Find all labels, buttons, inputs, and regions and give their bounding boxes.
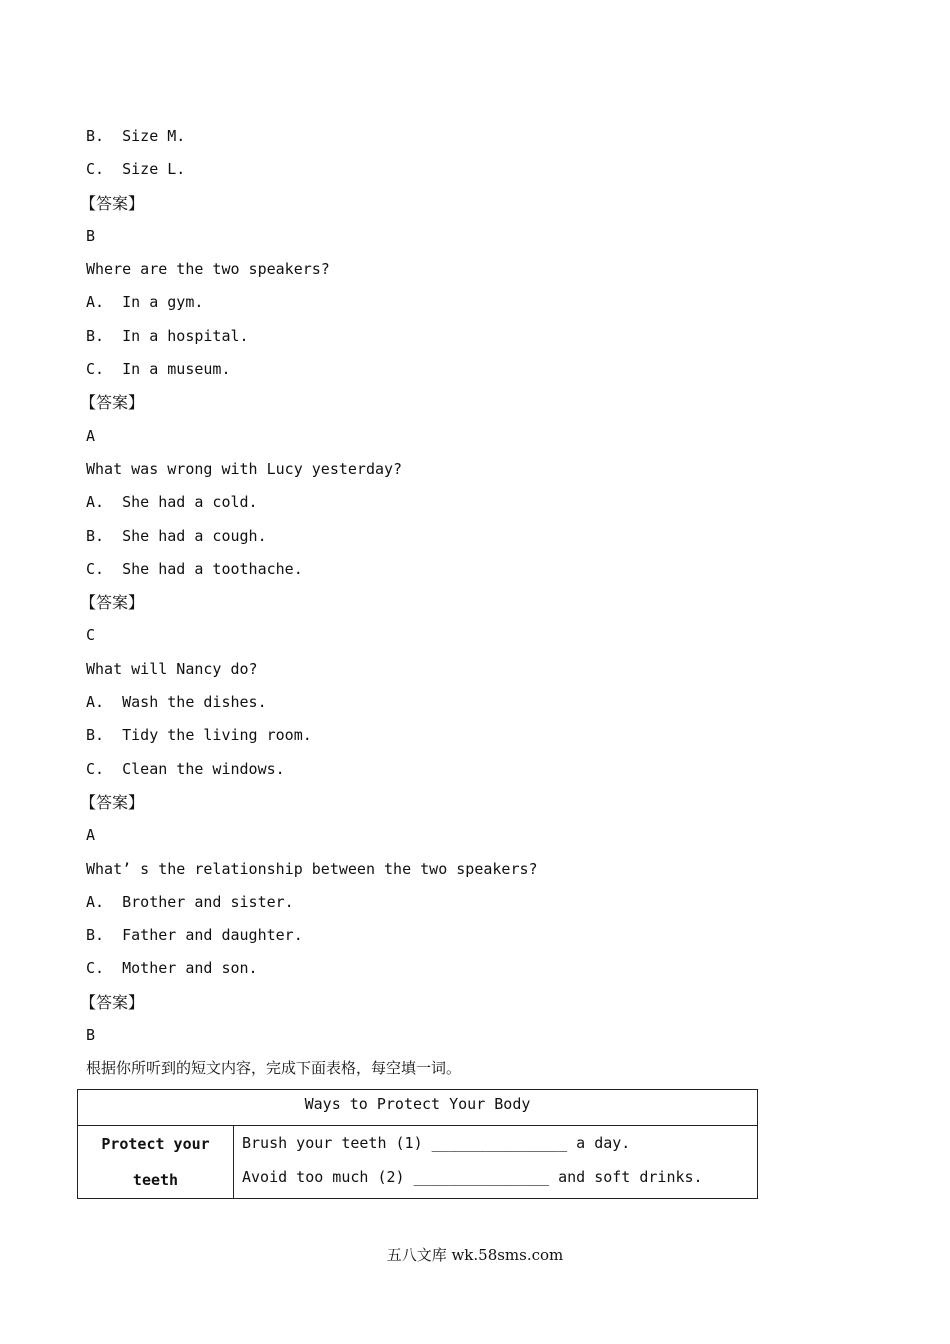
- question-text: What was wrong with Lucy yesterday?: [86, 459, 403, 478]
- answer-heading: 【答案】: [80, 992, 145, 1012]
- option-line: A. Brother and sister.: [86, 892, 294, 911]
- question-text: Where are the two speakers?: [86, 260, 330, 279]
- answer-heading: 【答案】: [80, 593, 145, 613]
- option-line: C. Clean the windows.: [86, 759, 285, 778]
- table-title: Ways to Protect Your Body: [78, 1090, 758, 1126]
- question-text: What will Nancy do?: [86, 659, 258, 678]
- answer-value: B: [86, 226, 96, 245]
- category-line: teeth: [132, 1171, 179, 1189]
- fill-blank-line-1: Brush your teeth (1) _______________ a day.: [242, 1134, 631, 1152]
- fill-blank-line-2: Avoid too much (2) _______________ and soft drinks.: [242, 1168, 703, 1186]
- answer-heading: 【答案】: [80, 193, 145, 213]
- answer-value: A: [86, 826, 96, 845]
- answer-heading: 【答案】: [80, 393, 145, 413]
- footer-watermark: 五八文库 wk.58sms.com: [386, 1246, 564, 1264]
- option-line: A. In a gym.: [86, 293, 204, 312]
- protect-body-table: [77, 1089, 758, 1199]
- answer-heading: 【答案】: [80, 792, 145, 812]
- option-line: C. She had a toothache.: [86, 559, 303, 578]
- option-line: C. Mother and son.: [86, 959, 258, 978]
- question-text: What’ s the relationship between the two speakers?: [86, 859, 538, 878]
- option-line: C. Size L.: [86, 160, 186, 179]
- answer-value: A: [86, 426, 96, 445]
- answer-value: B: [86, 1026, 96, 1045]
- table-category-cell: [78, 1126, 234, 1199]
- option-line: B. Tidy the living room.: [86, 726, 312, 745]
- option-line: B. Father and daughter.: [86, 926, 303, 945]
- instruction-text: 根据你所听到的短文内容，完成下面表格，每空填一词。: [86, 1059, 462, 1078]
- option-line: A. Wash the dishes.: [86, 693, 267, 712]
- table-items-cell: [234, 1126, 758, 1199]
- option-line: B. In a hospital.: [86, 326, 249, 345]
- category-line: Protect your: [101, 1135, 210, 1153]
- option-line: B. She had a cough.: [86, 526, 267, 545]
- option-line: C. In a museum.: [86, 360, 231, 379]
- document-body: [80, 120, 786, 1085]
- option-line: A. She had a cold.: [86, 493, 258, 512]
- answer-value: C: [86, 626, 96, 645]
- option-line: B. Size M.: [86, 127, 186, 145]
